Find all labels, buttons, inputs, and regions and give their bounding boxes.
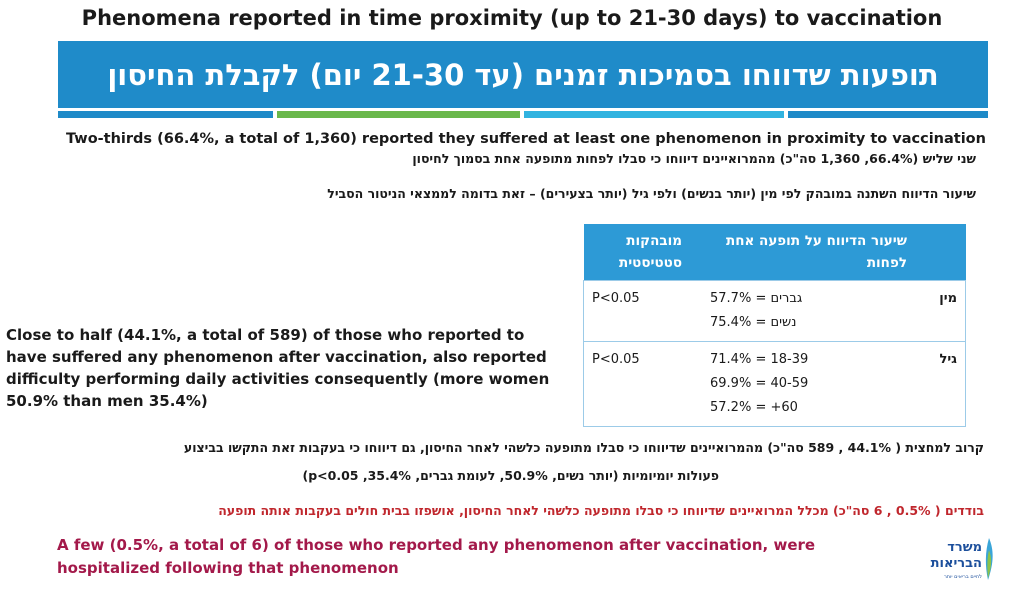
logo-subtitle: לחיים בריאים יותר	[943, 574, 982, 580]
divider-stripe-green	[277, 111, 520, 118]
table-row-age	[584, 342, 966, 427]
ministry-of-health-logo	[914, 536, 996, 584]
logo-line1: משרד	[947, 540, 982, 555]
value-line: 60+ = 57.2%	[710, 400, 798, 415]
divider-stripe-lightblue	[524, 111, 784, 118]
daily-activities-hebrew-line2: פעולות יומיומיות (יותר נשים, 50.9%, לעומת גברים, 35.4%, p<0.05)	[302, 468, 719, 483]
table-header-row	[584, 224, 966, 281]
daily-activities-hebrew-line1: קרוב למחצית ( 44.1% , 589 סה"כ) מהמרואיינים שדיווחו כי סבלו מתופעה כלשהי לאחר החיסון, גם דיווחו כי בעקבות זאת התקשו בביצוע	[183, 440, 984, 455]
table-row-sex	[584, 281, 966, 342]
divider-stripe-blue-2	[788, 111, 988, 118]
value-line: 18-39 = 71.4%	[710, 352, 809, 367]
page-title-english: Phenomena reported in time proximity (up to 21-30 days) to vaccination	[81, 6, 943, 30]
logo-text	[931, 540, 982, 572]
header-rate: שיעור הדיווח על תופעה אחת לפחות	[690, 224, 915, 281]
row-significance: P<0.05	[584, 281, 691, 342]
hospitalization-english: A few (0.5%, a total of 6) of those who reported any phenomenon after vaccination, were hospitalized following that phenomenon	[57, 536, 816, 577]
value-line: 40-59 = 69.9%	[710, 376, 809, 391]
daily-activities-summary: Close to half (44.1%, a total of 589) of those who reported to have suffered any phenomenon after vaccination, also reported difficulty performing daily activities consequently (more women 50.9% than men 35.4%)	[6, 326, 550, 410]
title-banner	[58, 41, 988, 108]
value-line: נשים = 75.4%	[710, 315, 797, 330]
reporting-rate-table	[583, 224, 966, 427]
header-significance: מובהקות סטטיסטית	[584, 224, 691, 281]
row-group-label: גיל	[915, 342, 966, 427]
divider-stripe-blue	[58, 111, 273, 118]
summary-english: Two-thirds (66.4%, a total of 1,360) reported they suffered at least one phenomenon in proximity to vaccination	[66, 131, 986, 147]
header-group	[915, 224, 966, 281]
logo-line2: הבריאות	[930, 556, 982, 571]
row-significance: P<0.05	[584, 342, 691, 427]
row-group-label: מין	[915, 281, 966, 342]
value-line: גברים = 57.7%	[710, 291, 803, 306]
ministry-of-health-leaf-icon	[982, 536, 996, 582]
row-values	[690, 342, 915, 427]
summary-hebrew: שני שליש (66.4%, 1,360 סה"כ) מהמרואיינים דיווחו כי סבלו לפחות מתופעה אחת בסמוך לחיסון	[412, 151, 976, 166]
row-values	[690, 281, 915, 342]
hospitalization-hebrew: בודדים ( 0.5% , 6 סה"כ) מכלל המרואיינים שדיווחו כי סבלו מתופעה כלשהי לאחר החיסון, אושפזו בבית חולים בעקבות אותה תופעה	[218, 503, 984, 518]
page-title-hebrew: תופעות שדווחו בסמיכות זמנים (עד 21-30 יום) לקבלת החיסון	[107, 57, 939, 92]
note-hebrew: שיעור הדיווח השתנה במובהק לפי מין (יותר בנשים) ולפי גיל (יותר בצעירים) – זאת בדומה לממצאי הניטור הסביל	[327, 186, 976, 201]
